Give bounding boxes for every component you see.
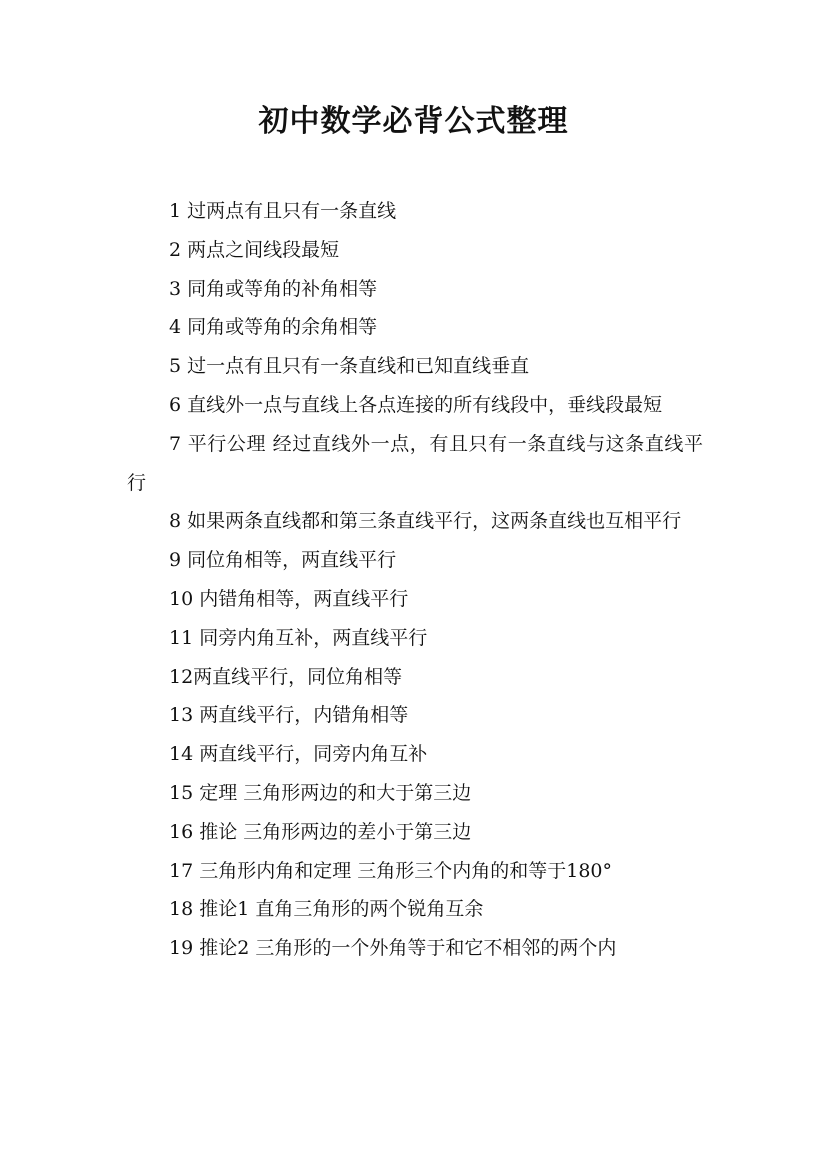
list-item: 16 推论 三角形两边的差小于第三边 [169,820,472,843]
list-item: 14 两直线平行，同旁内角互补 [169,743,428,766]
list-item: 6 直线外一点与直线上各点连接的所有线段中，垂线段最短 [169,393,663,416]
document-title: 初中数学必背公式整理 [258,104,569,139]
list-item: 11 同旁内角互补，两直线平行 [169,626,428,649]
list-item: 15 定理 三角形两边的和大于第三边 [169,781,472,804]
list-item: 17 三角形内角和定理 三角形三个内角的和等于180° [169,859,613,882]
list-item: 2 两点之间线段最短 [169,238,340,261]
list-item: 3 同角或等角的补角相等 [169,277,378,300]
list-item: 18 推论1 直角三角形的两个锐角互余 [169,898,484,921]
list-item: 8 如果两条直线都和第三条直线平行，这两条直线也互相平行 [169,510,682,533]
list-item: 5 过一点有且只有一条直线和已知直线垂直 [169,355,530,378]
list-item: 12两直线平行，同位角相等 [169,665,403,688]
list-item: 7 平行公理 经过直线外一点，有且只有一条直线与这条直线平行 [127,432,703,494]
list-item: 4 同角或等角的余角相等 [169,316,378,339]
list-item: 19 推论2 三角形的一个外角等于和它不相邻的两个内 [169,937,617,960]
list-item: 9 同位角相等，两直线平行 [169,549,397,572]
formula-list [127,192,703,968]
list-item: 1 过两点有且只有一条直线 [169,200,397,222]
list-item: 10 内错角相等，两直线平行 [169,587,409,610]
list-item: 13 两直线平行，内错角相等 [169,704,409,727]
